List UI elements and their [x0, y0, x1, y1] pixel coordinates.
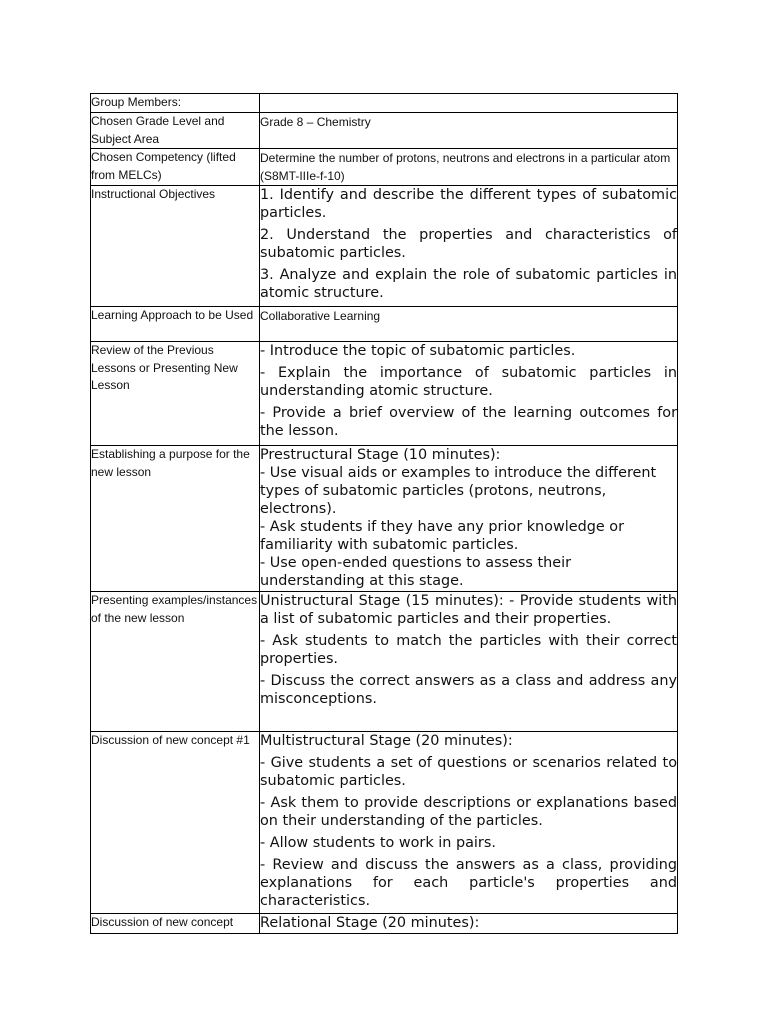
table-row: [91, 94, 678, 113]
table-row: [91, 342, 678, 446]
lesson-plan-table: [90, 93, 678, 934]
row-label: Establishing a purpose for the new lesson: [91, 446, 260, 592]
objective-item: 1. Identify and describe the different types of subatomic particles.: [260, 187, 677, 221]
examples-item: - Ask students to match the particles with their correct properties.: [260, 633, 677, 667]
row-label: Presenting examples/instances of the new lesson: [91, 592, 260, 732]
purpose-value: [260, 446, 678, 592]
objectives-value: [260, 186, 678, 307]
review-item: - Provide a brief overview of the learning outcomes for the lesson.: [260, 405, 677, 439]
row-label: Discussion of new concept: [91, 914, 260, 934]
row-label: Chosen Competency (lifted from MELCs): [91, 149, 260, 186]
review-item: - Introduce the topic of subatomic particles.: [260, 343, 576, 359]
row-label: Chosen Grade Level and Subject Area: [91, 113, 260, 149]
table-row: [91, 113, 678, 149]
grade-subject-value: Grade 8 – Chemistry: [260, 113, 678, 149]
competency-value: Determine the number of protons, neutrons and electrons in a particular atom (S8MT-IIIe-f-10): [260, 149, 678, 186]
row-label: Discussion of new concept #1: [91, 732, 260, 914]
table-row: [91, 732, 678, 914]
concept-item: Relational Stage (20 minutes):: [260, 915, 480, 931]
table-row: [91, 446, 678, 592]
purpose-item: - Ask students if they have any prior knowledge or familiarity with subatomic particles.: [260, 519, 625, 553]
concept-item: - Allow students to work in pairs.: [260, 835, 496, 851]
purpose-item: - Use visual aids or examples to introduce the different types of subatomic particles (protons, neutrons, electrons).: [260, 465, 657, 517]
examples-item: - Discuss the correct answers as a class and address any misconceptions.: [260, 673, 677, 707]
row-label: Review of the Previous Lessons or Presenting New Lesson: [91, 342, 260, 446]
purpose-item: - Use open-ended questions to assess their understanding at this stage.: [260, 555, 572, 589]
examples-item: Unistructural Stage (15 minutes): - Provide students with a list of subatomic particles and their properties.: [260, 593, 677, 627]
concept-item: - Give students a set of questions or scenarios related to subatomic particles.: [260, 755, 677, 789]
row-label: Learning Approach to be Used: [91, 307, 260, 342]
review-item: - Explain the importance of subatomic particles in understanding atomic structure.: [260, 365, 677, 399]
table-row: [91, 307, 678, 342]
objective-item: 2. Understand the properties and characteristics of subatomic particles.: [260, 227, 677, 261]
row-label: Instructional Objectives: [91, 186, 260, 307]
objective-item: 3. Analyze and explain the role of subatomic particles in atomic structure.: [260, 267, 677, 301]
concept-item: - Ask them to provide descriptions or explanations based on their understanding of the particles.: [260, 795, 677, 829]
table-row: [91, 186, 678, 307]
table-row: [91, 592, 678, 732]
concept-item: - Review and discuss the answers as a class, providing explanations for each particle's properties and characteristics.: [260, 857, 677, 909]
group-members-value: [260, 94, 678, 113]
purpose-item: Prestructural Stage (10 minutes):: [260, 447, 501, 463]
concept-item: Multistructural Stage (20 minutes):: [260, 733, 513, 749]
examples-value: [260, 592, 678, 732]
table-row: [91, 149, 678, 186]
concept-2-value: [260, 914, 678, 934]
learning-approach-value: Collaborative Learning: [260, 307, 678, 342]
review-value: [260, 342, 678, 446]
concept-1-value: [260, 732, 678, 914]
row-label: Group Members:: [91, 94, 260, 113]
table-row: [91, 914, 678, 934]
